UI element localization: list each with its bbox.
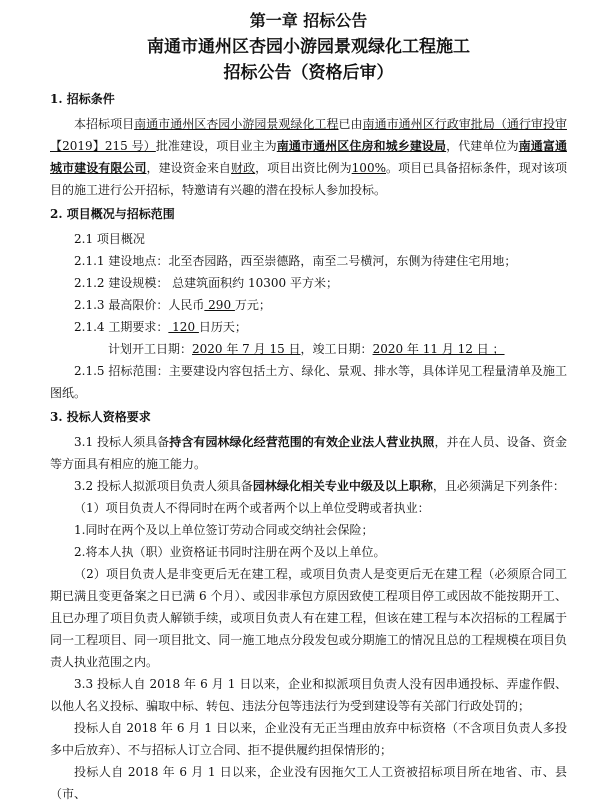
agent: 南通富通城市建设有限公司 [50, 139, 567, 175]
end-date: 2020 年 11 月 12 日 ； [372, 342, 505, 356]
item-3-3-b: 投标人自 2018 年 6 月 1 日以来，企业没有无正当理由放弃中标资格（不含项目负责人多投多中后放弃）、不与招标人订立合同、拒不提供履约担保情形的； [50, 721, 567, 757]
condition-1-2: 2.将本人执（职）业资格证书同时注册在两个及以上单位。 [74, 545, 386, 559]
section-1-heading: 1. 招标条件 [50, 92, 115, 106]
item-3-2: 3.2 投标人拟派项目负责人须具备园林绿化相关专业中级及以上职称，且必须满足下列条件： [74, 479, 565, 493]
approver: 南通市通州区行政审批局（通行审投审【2019】215 号） [50, 117, 567, 153]
item-2-1: 2.1 项目概况 [74, 232, 145, 246]
item-2-1-3: 2.1.3 最高限价：人民币 290 万元； [74, 298, 271, 312]
condition-1: （1）项目负责人不得同时在两个或者两个以上单位受聘或者执业： [74, 501, 430, 515]
condition-1-1: 1.同时在两个及以上单位签订劳动合同或交纳社会保险； [74, 523, 374, 537]
section-3-heading: 3. 投标人资格要求 [50, 410, 151, 424]
start-date: 2020 年 7 月 15 日 [192, 342, 301, 356]
title-requirement: 园林绿化相关专业中级及以上职称 [252, 479, 433, 493]
chapter-title: 第一章 招标公告 [249, 11, 368, 30]
item-3-1: 3.1 投标人须具备持含有园林绿化经营范围的有效企业法人营业执照，并在人员、设备、资金等方面具有相应的施工能力。 [50, 435, 567, 471]
item-2-1-5: 2.1.5 招标范围：主要建设内容包括土方、绿化、景观、排水等，具体详见工程量清单及施工图纸。 [50, 364, 567, 400]
item-2-1-1: 2.1.1 建设地点：北至杏园路，西至崇德路，南至二号横河，东侧为待建住宅用地； [74, 254, 517, 268]
fund-source: 财政 [231, 161, 256, 175]
item-3-3: 3.3 投标人自 2018 年 6 月 1 日以来，企业和拟派项目负责人没有因串通投标、弄虚作假、以他人名义投标、骗取中标、转包、违法分包等违法行为受到建设等有关部门行政处罚的； [50, 677, 567, 713]
item-2-1-4: 2.1.4 工期要求： 120 日历天； [74, 320, 247, 334]
item-2-1-2: 2.1.2 建设规模： 总建筑面积约 10300 平方米； [74, 276, 338, 290]
max-price: 290 [204, 298, 235, 312]
owner: 南通市通州区住房和城乡建设局 [276, 139, 447, 153]
fund-ratio: 100% [351, 161, 386, 175]
notice-title: 招标公告（资格后审） [223, 63, 394, 83]
item-3-3-c: 投标人自 2018 年 6 月 1 日以来，企业没有因拖欠工人工资被招标项目所在地省、市、县（市、 [50, 765, 567, 801]
project-name: 南通市通州区杏园小游园景观绿化工程 [134, 117, 339, 131]
schedule-line: 计划开工日期：2020 年 7 月 15 日，竣工日期：2020 年 11 月 12 日 ； [108, 342, 505, 356]
duration-days: 120 [168, 320, 199, 334]
condition-2: （2）项目负责人是非变更后无在建工程，或项目负责人是变更后无在建工程（必须原合同工期已满且变更备案之日已满 6 个月）、或因非承包方原因致使工程项目停工或因故不能按期开工、且已办理了项目负责人解锁手续，或项目负责人有在建工程，但该在建工程与本次招标的工程属于同一工程项目、同一项目批文、同一施工地点分段发包或分期施工的情况且总的工程规模在项目负责人执业范围之内。 [50, 567, 567, 669]
section-1-paragraph: 本招标项目南通市通州区杏园小游园景观绿化工程已由南通市通州区行政审批局（通行审投审【2019】215 号）批准建设，项目业主为南通市通州区住房和城乡建设局，代建单位为南通富通城市建设有限公司，建设资金来自财政，项目出资比例为100%。项目已具备招标条件，现对该项目的施工进行公开招标，特邀请有兴趣的潜在投标人参加投标。 [50, 117, 567, 197]
project-title: 南通市通州区杏园小游园景观绿化工程施工 [147, 37, 470, 57]
section-2-heading: 2. 项目概况与招标范围 [50, 207, 175, 221]
license-requirement: 持含有园林绿化经营范围的有效企业法人营业执照 [169, 435, 435, 449]
